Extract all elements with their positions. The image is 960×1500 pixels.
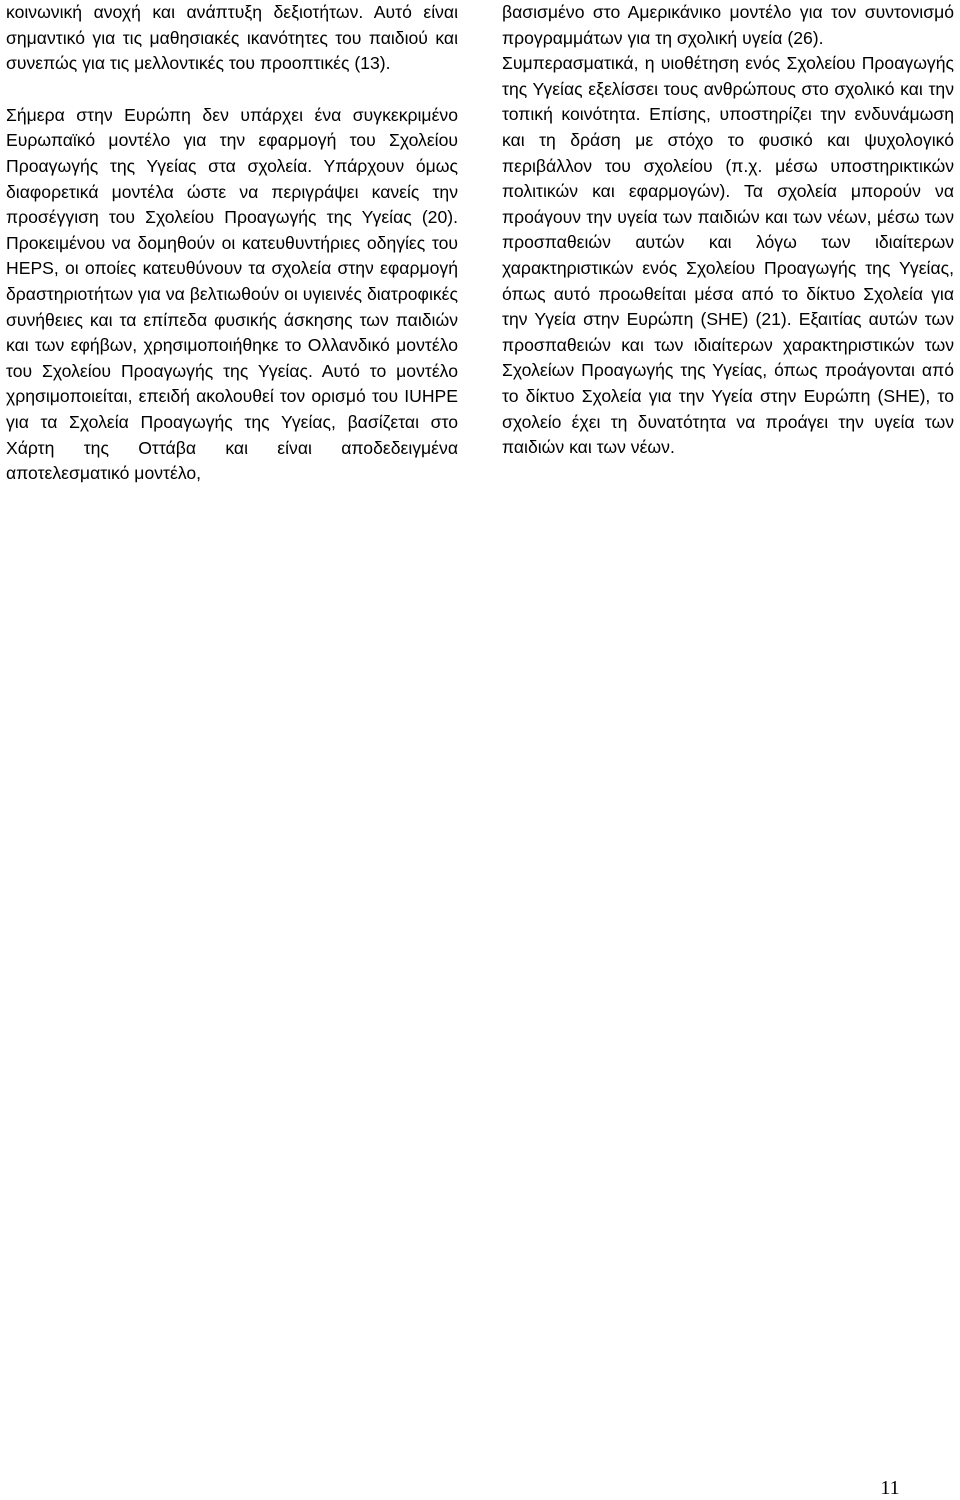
- paragraph-social-tolerance: κοινωνική ανοχή και ανάπτυξη δεξιοτήτων. Αυτό είναι σημαντικό για τις μαθησιακές ικανότητες του παιδιού και συνεπώς για τις μελλοντικές του προοπτικές (13).: [6, 2, 458, 74]
- paragraph-european-model: Σήμερα στην Ευρώπη δεν υπάρχει ένα συγκεκριμένο Ευρωπαϊκό μοντέλο για την εφαρμογή του Σχολείου Προαγωγής της Υγείας στα σχολεία. Υπάρχουν όμως διαφορετικά μοντέλα ώστε να περιγράψει κανείς την προσέγγιση του Σχολείου Προαγωγής της Υγείας (20). Προκειμένου να δομηθούν οι κατευθυντήριες οδηγίες του HEPS, οι οποίες κατευθύνουν τα σχολεία στην εφαρμογή δραστηριοτήτων για να βελτιωθούν οι υγιεινές διατροφικές συνήθειες και τα επίπεδα φυσικής άσκησης των παιδιών και των εφήβων, χρησιμοποιήθηκε το Ολλανδικό μοντέλο του Σχολείου Προαγωγής της Υγείας. Αυτό το μοντέλο χρησιμοποιείται, επειδή ακολουθεί τον ορισμό του IUHPE για τα Σχολεία Προαγωγής της Υγείας, βασίζεται στο Χάρτη της Οττάβα και είναι αποδεδειγμένα αποτελεσματικό μοντέλο,: [6, 104, 458, 484]
- paragraph-conclusion: Συμπερασματικά, η υιοθέτηση ενός Σχολείου Προαγωγής της Υγείας εξελίσσει τους ανθρώπους στο σχολικό και την τοπική κοινότητα. Επίσης, υποστηρίζει την ενδυνάμωση και τη δράση με στόχο το φυσικό και ψυχολογικό περιβάλλον του σχολείου (π.χ. μέσω υποστηρικτικών πολιτικών και εφαρμογών). Τα σχολεία μπορούν να προάγουν την υγεία των παιδιών και των νέων, μέσω των προσπαθειών αυτών και λόγω των ιδιαίτερων χαρακτηριστικών ενός Σχολείου Προαγωγής της Υγείας, όπως αυτό προωθείται μέσα από το δίκτυο Σχολεία για την Υγεία στην Ευρώπη (SHE) (21). Εξαιτίας αυτών των προσπαθειών και των ιδιαίτερων χαρακτηριστικών των Σχολείων Προαγωγής της Υγείας, όπως προάγονται από το δίκτυο Σχολεία για την Υγεία στην Ευρώπη (SHE), το σχολείο έχει τη δυνατότητα να προάγει την υγεία των παιδιών και των νέων.: [502, 53, 954, 458]
- left-column: [6, 0, 458, 487]
- right-column: [502, 0, 954, 461]
- page-number: 11: [880, 1477, 900, 1499]
- paragraph-spacer: [6, 77, 458, 103]
- paragraph-american-model: βασισμένο στο Αμερικάνικο μοντέλο για τον συντονισμό προγραμμάτων για τη σχολική υγεία (26).: [502, 2, 954, 48]
